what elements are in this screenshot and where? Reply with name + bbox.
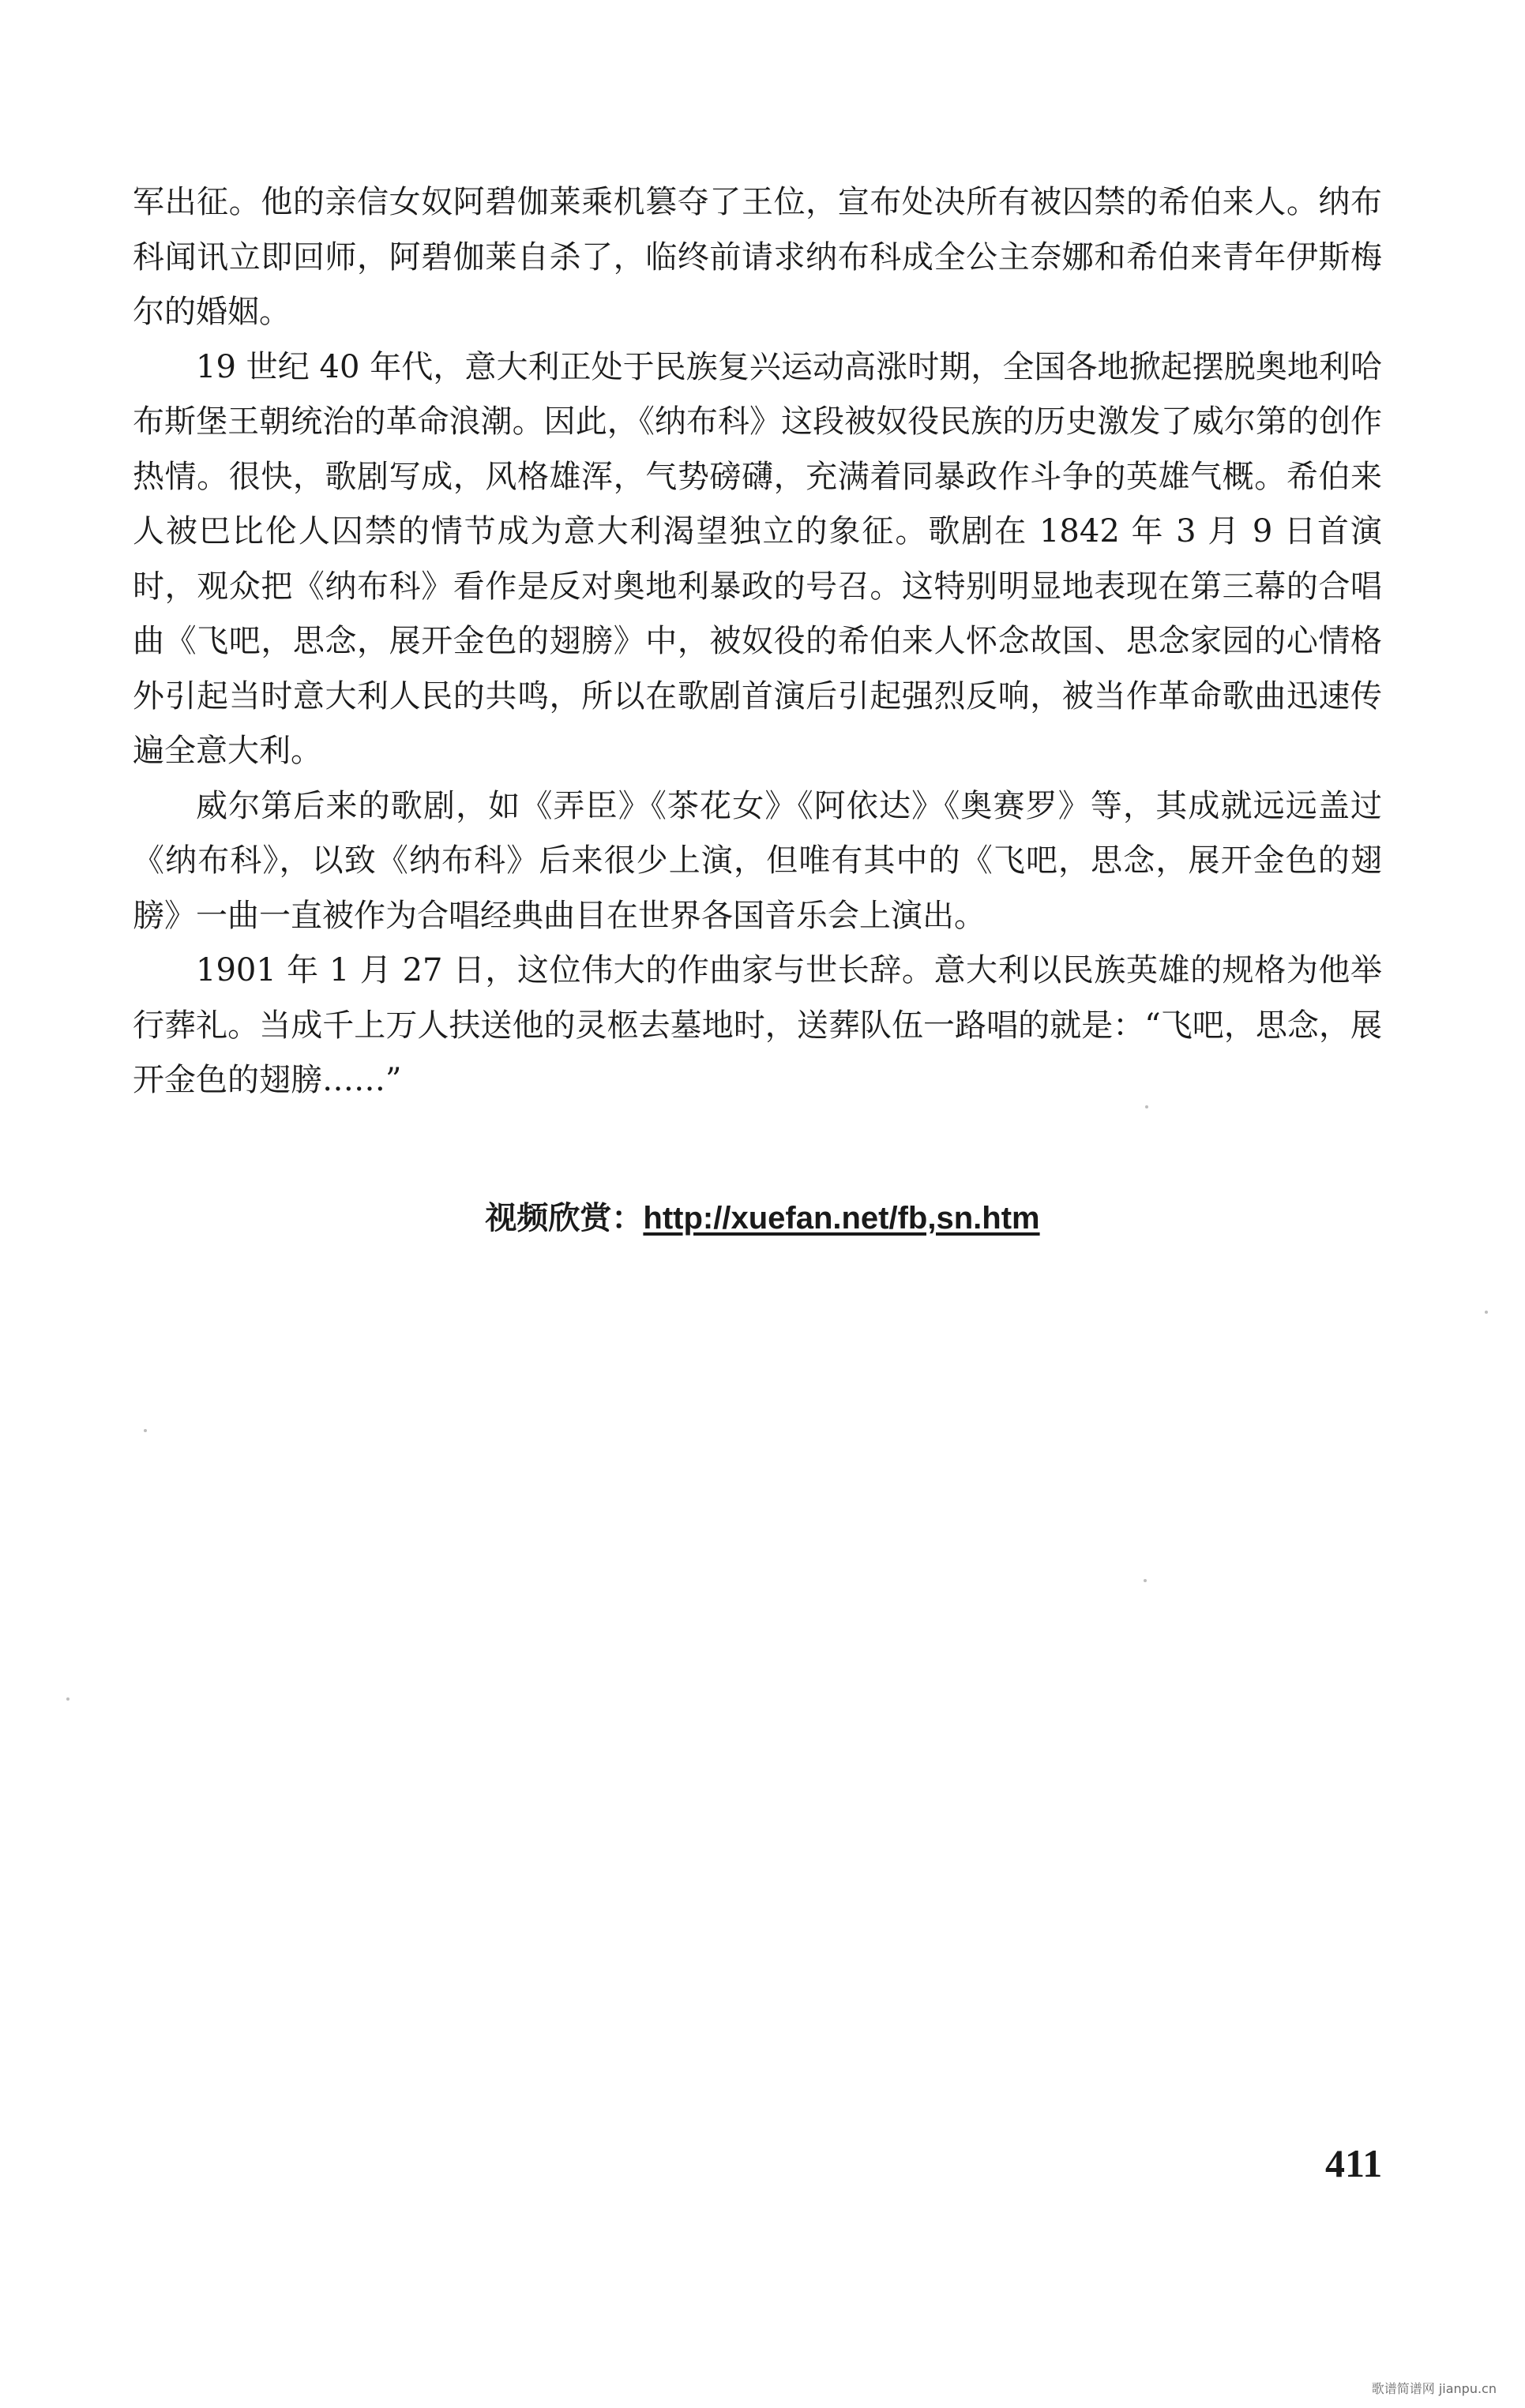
scan-speck: [1144, 1579, 1147, 1582]
paragraph-continuation: 军出征。他的亲信女奴阿碧伽莱乘机篡夺了王位，宣布处决所有被囚禁的希伯来人。纳布科闻讯立即回师，阿碧伽莱自杀了，临终前请求纳布科成全公主奈娜和希伯来青年伊斯梅尔的婚姻。: [133, 184, 1382, 330]
paragraph-later-operas: 威尔第后来的歌剧，如《弄臣》《茶花女》《阿依达》《奥赛罗》等，其成就远远盖过《纳布科》，以致《纳布科》后来很少上演，但唯有其中的《飞吧，思念，展开金色的翅膀》一曲一直被作为合唱经典曲目在世界各国音乐会上演出。: [133, 787, 1382, 934]
paragraph-history: 19 世纪 40 年代，意大利正处于民族复兴运动高涨时期，全国各地掀起摆脱奥地利哈布斯堡王朝统治的革命浪潮。因此，《纳布科》这段被奴役民族的历史激发了威尔第的创作热情。很快，歌剧写成，风格雄浑，气势磅礴，充满着同暴政作斗争的英雄气概。希伯来人被巴比伦人囚禁的情节成为意大利渴望独立的象征。歌剧在 1842 年 3 月 9 日首演时，观众把《纳布科》看作是反对奥地利暴政的号召。这特别明显地表现在第三幕的合唱曲《飞吧，思念，展开金色的翅膀》中，被奴役的希伯来人怀念故国、思念家园的心情格外引起当时意大利人民的共鸣，所以在歌剧首演后引起强烈反响，被当作革命歌曲迅速传遍全意大利。: [133, 348, 1382, 769]
scan-speck: [144, 1429, 147, 1432]
scan-speck: [1145, 1105, 1148, 1108]
scan-speck: [1485, 1311, 1488, 1314]
video-appreciation-line: [0, 1196, 1525, 1240]
video-label: 视频欣赏：: [485, 1200, 644, 1236]
body-text: [133, 175, 1382, 1108]
watermark: 歌谱简谱网 jianpu.cn: [1371, 2381, 1497, 2396]
page-number: 411: [1325, 2141, 1383, 2185]
paragraph-funeral: 1901 年 1 月 27 日，这位伟大的作曲家与世长辞。意大利以民族英雄的规格为他举行葬礼。当成千上万人扶送他的灵柩去墓地时，送葬队伍一路唱的就是：“飞吧，思念，展开金色的翅膀……”: [133, 952, 1382, 1098]
scan-speck: [66, 1697, 69, 1701]
video-link[interactable]: http://xuefan.net/fb,sn.htm: [643, 1201, 1040, 1236]
